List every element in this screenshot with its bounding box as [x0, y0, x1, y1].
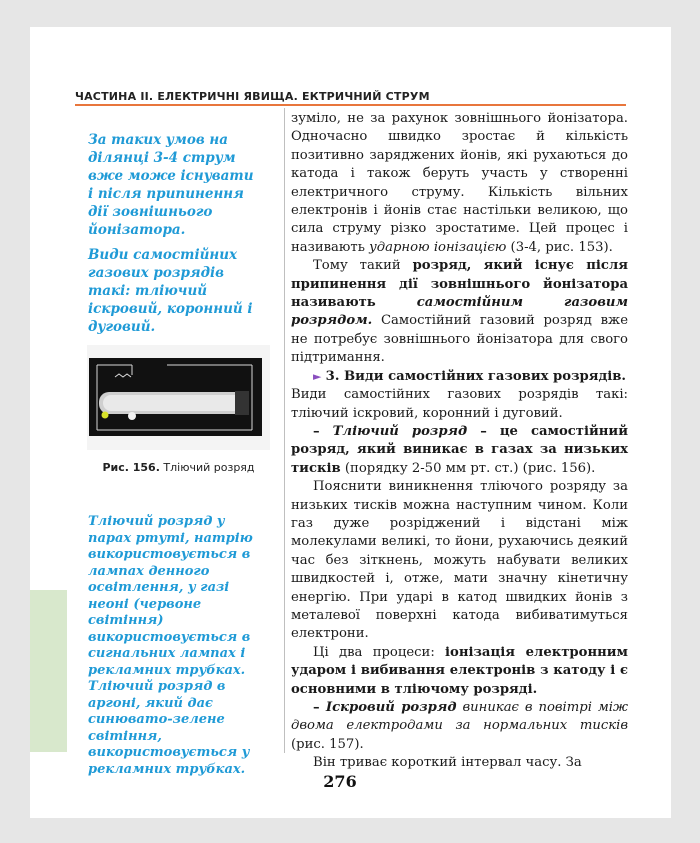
paragraph-3: Види самостійних газових розрядів такі: тліючий іскровий, коронний і дуговий.: [291, 387, 628, 421]
margin-note-3: Тліючий розряд у парах ртуті, натрію використовується в лампах денного освітлення, у газі неоні (червоне світіння) використовується в сигнальних лампах і рекламних трубках. Тліючий розряд в аргоні, який дає синювато-зелене світіння, використовується у рекламних трубках.: [88, 514, 253, 777]
margin-note-1: За таких умов на ділянці 3-4 струм вже може існувати і після припинення дії зовнішнього йонізатора.: [88, 132, 254, 238]
main-text-column: [291, 110, 628, 773]
paragraph-7-end: (рис. 157).: [291, 736, 364, 752]
section-arrow-icon: ►: [313, 369, 322, 383]
term-self-sustained-discharge: самостійним газовим розрядом.: [291, 295, 628, 329]
term-glow-discharge: Тліючий розряд: [332, 423, 468, 439]
paragraph-8: Він триває короткий інтервал часу. За: [313, 755, 582, 771]
paragraph-2: [291, 257, 628, 367]
paragraph-1-end: (3-4, рис. 153).: [506, 239, 613, 255]
paragraph-6-bold: іонізація електронним ударом і вибивання електронів з катоду і є основними в тліючому розряді.: [291, 644, 628, 697]
paragraph-4-dash: –: [313, 423, 333, 439]
margin-color-tab: [30, 590, 67, 752]
page-number: 276: [323, 772, 357, 791]
paragraph-1-text: зуміло, не за рахунок зовнішнього йонізатора. Одночасно швидко зростає й кількість позитивно заряджених йонів, які рухаються до катода і також беруть участь у створенні електричного струму. Кількість вільних електронів і йонів стає настільки великою, що сила струму різко зростатиме. Цей процес і називають: [291, 111, 628, 255]
section-title: 3. Види самостійних газових розрядів.: [325, 368, 627, 384]
paragraph-7: [291, 699, 628, 754]
paragraph-6: [291, 644, 628, 699]
paragraph-7-dash: –: [313, 700, 326, 715]
figure-number: Рис. 156.: [102, 461, 160, 474]
paragraph-7-italic: виникає в повітрі між двома електродами за нормальних тисків: [291, 700, 629, 734]
section-heading: [291, 368, 628, 386]
paragraph-4: [291, 423, 628, 478]
term-spark-discharge: Іскровий розряд: [325, 700, 457, 715]
paragraph-5: Пояснити виникнення тліючого розряду за низьких тисків можна наступним чином. Коли газ дуже розріджений і відстані між молекулами великі, то йони, рухаючись деякий час без зіткнень, можуть набувати великих швидкостей і, отже, мати значну кінетичну енергію. При ударі в катод швидких йонів з металевої поверхні катода вибиватимуться електрони.: [291, 479, 628, 642]
paragraph-4-bold: – це самостійний розряд, який виникає в газах за низьких тисків: [291, 423, 628, 476]
paragraph-4-end: (порядку 2-50 мм рт. ст.) (рис. 156).: [340, 460, 596, 476]
paragraph-2-start: Тому такий: [313, 258, 413, 274]
term-impact-ionization: ударною іонізацією: [369, 239, 507, 255]
paragraph-2-end: Самостійний газовий розряд вже не потребує зовнішнього йонізатора для свого підтримання.: [291, 313, 628, 366]
column-divider: [284, 108, 285, 753]
figure-caption-text: Тліючий розряд: [163, 461, 255, 474]
margin-note-2: Види самостійних газових розрядів такі: тліючий іскровий, коронний і дуговий.: [88, 247, 253, 335]
running-header: ЧАСТИНА ІІ. ЕЛЕКТРИЧНІ ЯВИЩА. ЕКТРИЧНИЙ СТРУМ: [75, 90, 430, 103]
paragraph-1: [291, 110, 628, 257]
glow-discharge-device-image: [87, 345, 270, 450]
header-rule: [75, 104, 626, 106]
figure-caption: [87, 461, 270, 474]
paragraph-2-bold: розряд, який існує після припинення дії зовнішнього йонізатора називають: [291, 258, 628, 311]
paragraph-6-start: Ці два процеси:: [313, 644, 446, 660]
glow-discharge-photo: [87, 345, 270, 450]
